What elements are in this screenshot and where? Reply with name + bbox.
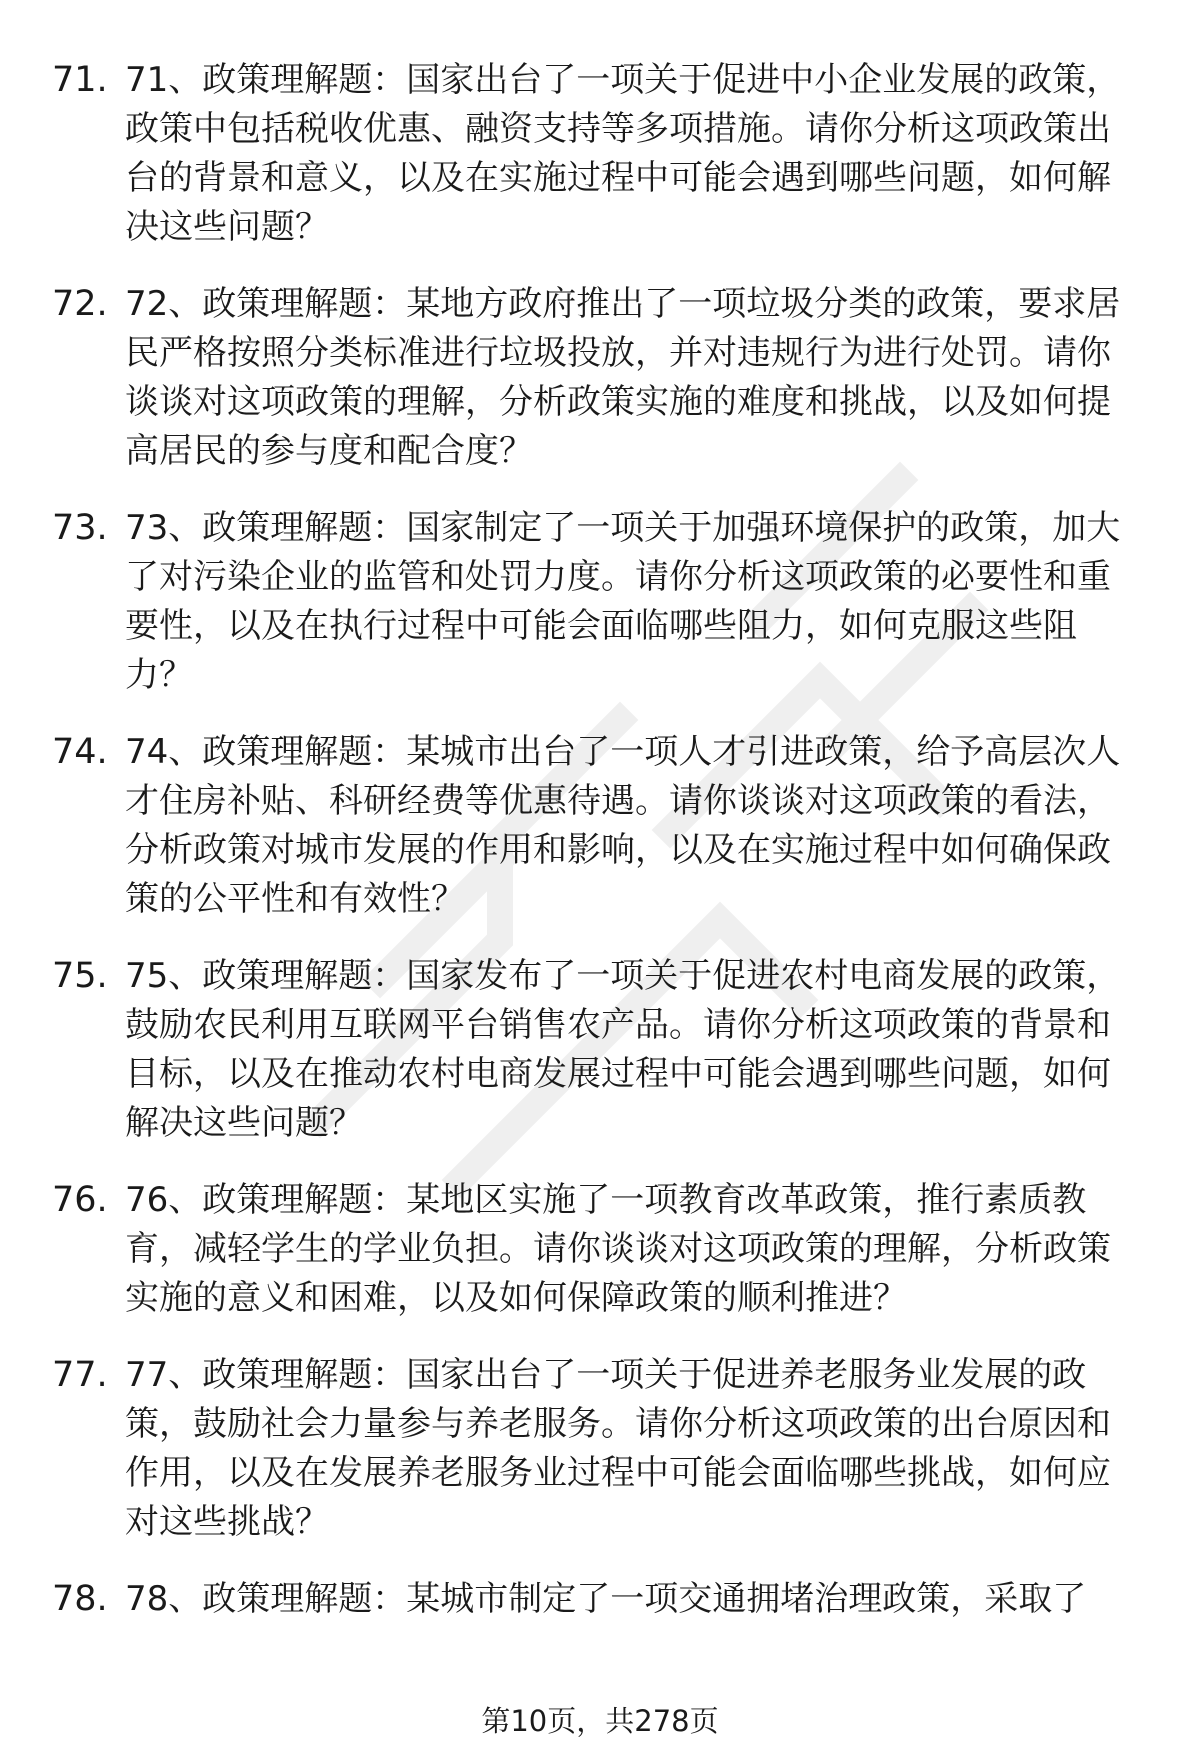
question-text: 76、政策理解题：某地区实施了一项教育改革政策，推行素质教育，减轻学生的学业负担。请你谈谈对这项政策的理解，分析政策实施的意义和困难，以及如何保障政策的顺利推进？ [125, 1180, 1111, 1318]
question-item [0, 280, 1200, 476]
question-number: 77. [52, 1355, 108, 1395]
question-list [0, 56, 1200, 1652]
question-item [0, 952, 1200, 1148]
question-number: 73. [52, 508, 108, 548]
question-item [0, 56, 1200, 252]
page-footer [0, 1703, 1200, 1739]
question-item [0, 728, 1200, 924]
question-number: 74. [52, 732, 108, 772]
question-number: 72. [52, 284, 108, 324]
question-text: 75、政策理解题：国家发布了一项关于促进农村电商发展的政策，鼓励农民利用互联网平台销售农产品。请你分析这项政策的背景和目标，以及在推动农村电商发展过程中可能会遇到哪些问题，如何解决这些问题？ [125, 956, 1121, 1143]
question-item [0, 1176, 1200, 1323]
question-number: 71. [52, 60, 108, 100]
question-number: 76. [52, 1180, 108, 1220]
question-item [0, 1351, 1200, 1547]
question-number: 78. [52, 1579, 108, 1619]
question-text: 74、政策理解题：某城市出台了一项人才引进政策，给予高层次人才住房补贴、科研经费等优惠待遇。请你谈谈对这项政策的看法，分析政策对城市发展的作用和影响，以及在实施过程中如何确保政策的公平性和有效性？ [125, 732, 1121, 919]
question-number: 75. [52, 956, 108, 996]
question-text: 78、政策理解题：某城市制定了一项交通拥堵治理政策，采取了 [125, 1579, 1087, 1619]
question-item [0, 1575, 1200, 1624]
question-text: 77、政策理解题：国家出台了一项关于促进养老服务业发展的政策，鼓励社会力量参与养老服务。请你分析这项政策的出台原因和作用，以及在发展养老服务业过程中可能会面临哪些挑战，如何应对这些挑战？ [125, 1355, 1111, 1542]
page-number-label: 第10页，共278页 [481, 1704, 719, 1738]
question-item [0, 504, 1200, 700]
question-text: 72、政策理解题：某地方政府推出了一项垃圾分类的政策，要求居民严格按照分类标准进行垃圾投放，并对违规行为进行处罚。请你谈谈对这项政策的理解，分析政策实施的难度和挑战，以及如何提高居民的参与度和配合度？ [125, 284, 1121, 471]
question-text: 73、政策理解题：国家制定了一项关于加强环境保护的政策，加大了对污染企业的监管和处罚力度。请你分析这项政策的必要性和重要性，以及在执行过程中可能会面临哪些阻力，如何克服这些阻力？ [125, 508, 1121, 695]
question-text: 71、政策理解题：国家出台了一项关于促进中小企业发展的政策，政策中包括税收优惠、融资支持等多项措施。请你分析这项政策出台的背景和意义，以及在实施过程中可能会遇到哪些问题，如何解决这些问题？ [125, 60, 1121, 247]
